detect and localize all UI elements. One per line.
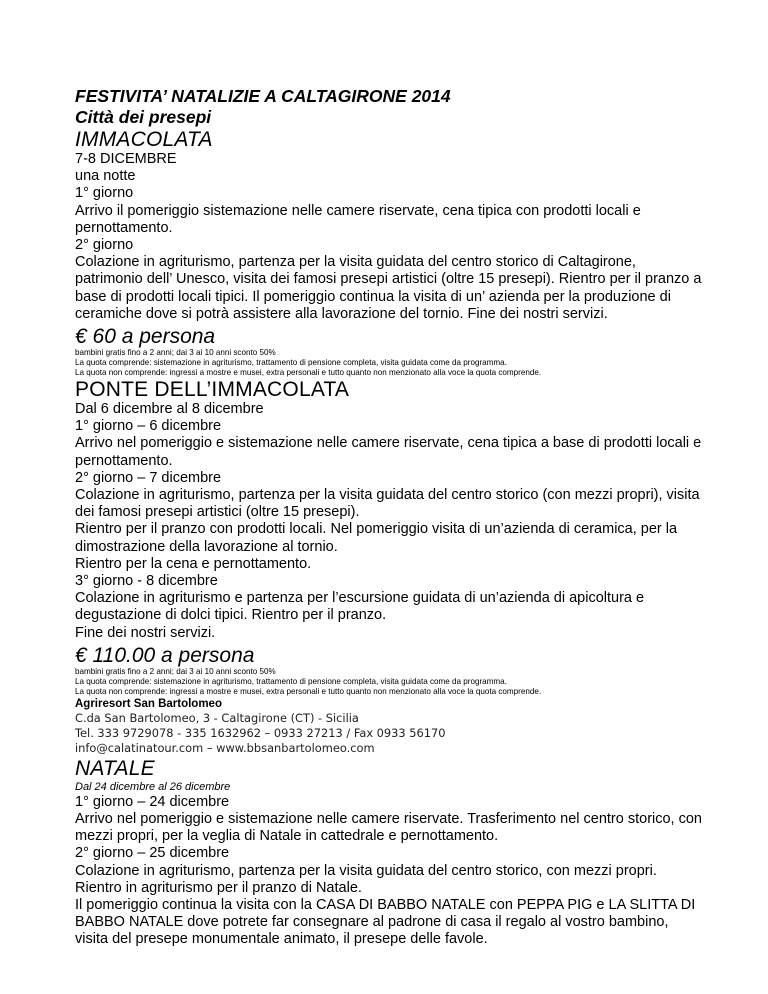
- ponte-line: Dal 6 dicembre al 8 dicembre: [75, 401, 264, 418]
- contact-web: info@calatinatour.com – www.bbsanbartolomeo.com: [75, 741, 375, 756]
- ponte-price: € 110.00 a persona: [75, 643, 255, 667]
- immacolata-note: La quota non comprende: ingressi a mostre e musei, extra personali e tutto quanto non menzionato alla voce la quota comprende.: [75, 368, 542, 378]
- immacolata-line: una notte: [75, 168, 136, 185]
- contact-address: C.da San Bartolomeo, 3 - Caltagirone (CT) - Sicilia: [75, 710, 359, 725]
- immacolata-line: 2° giorno: [75, 237, 134, 254]
- ponte-line: 3° giorno - 8 dicembre: [75, 573, 218, 590]
- ponte-note: La quota comprende: sistemazione in agriturismo, trattamento di pensione completa, visita guidata come da programma.: [75, 676, 507, 686]
- ponte-line: Colazione in agriturismo e partenza per l’escursione guidata di un’azienda di apicoltura e degustazione di dolci tipici. Rientro per il pranzo.: [75, 590, 645, 624]
- immacolata-line: 1° giorno: [75, 185, 134, 202]
- ponte-line: Colazione in agriturismo, partenza per la visita guidata del centro storico (con mezzi propri), visita dei famosi presepi artistici (oltre 15 presepi).: [75, 487, 700, 521]
- natale-line: Arrivo nel pomeriggio e sistemazione nelle camere riservate. Trasferimento nel centro storico, con mezzi propri, per la veglia di Natale in cattedrale e pernottamento.: [75, 810, 702, 845]
- natale-line: 2° giorno – 25 dicembre: [75, 845, 230, 862]
- contact-name: Agriresort San Bartolomeo: [75, 697, 222, 710]
- immacolata-line: Colazione in agriturismo, partenza per la visita guidata del centro storico di Caltagirone, patrimonio dell’ Unesco, visita dei famosi presepi artistici (oltre 15 presepi). Rientro per il pranzo a base di prodotti locali tipici. Il pomeriggio continua la visita di un’ azienda per la produzione di ceramiche dove si potrà assistere alla lavorazione del tornio. Fine dei nostri servizi.: [75, 254, 702, 322]
- immacolata-price: € 60 a persona: [75, 325, 216, 349]
- ponte-note: bambini gratis fino a 2 anni; dai 3 ai 10 anni sconto 50%: [75, 666, 276, 676]
- contact-phone: Tel. 333 9729078 - 335 1632962 – 0933 27213 / Fax 0933 56170: [75, 726, 446, 741]
- ponte-line: Rientro per la cena e pernottamento.: [75, 555, 312, 572]
- doc-subtitle: Città dei presepi: [75, 107, 212, 127]
- natale-line: 1° giorno – 24 dicembre: [75, 793, 230, 810]
- document-page: [75, 86, 705, 949]
- natale-line: Il pomeriggio continua la visita con la CASA DI BABBO NATALE con PEPPA PIG e LA SLITTA DI BABBO NATALE dove potrete far consegnare al padrone di casa il regalo al vostro bambino, visita del presepe monumentale animato, il presepe delle favole.: [75, 896, 696, 948]
- section-heading-natale: NATALE: [75, 756, 155, 780]
- ponte-line: 1° giorno – 6 dicembre: [75, 418, 222, 435]
- immacolata-line: 7-8 DICEMBRE: [75, 151, 177, 167]
- ponte-line: Fine dei nostri servizi.: [75, 624, 216, 641]
- section-heading-immacolata: IMMACOLATA: [75, 128, 213, 151]
- ponte-line: 2° giorno – 7 dicembre: [75, 469, 222, 486]
- immacolata-note: bambini gratis fino a 2 anni; dai 3 ai 10 anni sconto 50%: [75, 348, 276, 358]
- natale-line: Colazione in agriturismo, partenza per la visita guidata del centro storico, con mezzi propri. Rientro in agriturismo per il pranzo di Natale.: [75, 862, 657, 896]
- natale-dates: Dal 24 dicembre al 26 dicembre: [75, 780, 231, 793]
- immacolata-line: Arrivo il pomeriggio sistemazione nelle camere riservate, cena tipica con prodotti locali e pernottamento.: [75, 202, 641, 236]
- immacolata-note: La quota comprende: sistemazione in agriturismo, trattamento di pensione completa, visita guidata come da programma.: [75, 358, 507, 368]
- section-heading-ponte: PONTE DELL’IMMACOLATA: [75, 378, 350, 402]
- doc-title: FESTIVITA’ NATALIZIE A CALTAGIRONE 2014: [75, 86, 451, 106]
- ponte-note: La quota non comprende: ingressi a mostre e musei, extra personali e tutto quanto non menzionato alla voce la quota comprende.: [75, 686, 542, 696]
- ponte-line: Arrivo nel pomeriggio e sistemazione nelle camere riservate, cena tipica a base di prodotti locali e pernottamento.: [75, 435, 702, 469]
- ponte-line: Rientro per il pranzo con prodotti locali. Nel pomeriggio visita di un’azienda di ceramica, per la dimostrazione della lavorazione al tornio.: [75, 521, 678, 555]
